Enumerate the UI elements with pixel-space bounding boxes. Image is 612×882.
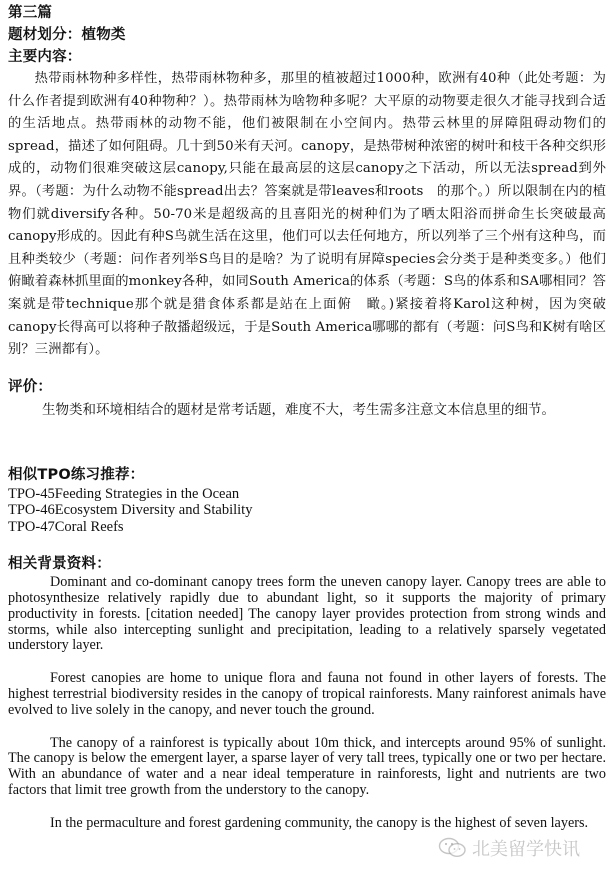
watermark-text: 北美留学快讯 bbox=[472, 839, 580, 860]
tpo-heading: 相似TPO练习推荐： bbox=[8, 466, 145, 483]
tpo-item: TPO-46Ecosystem Diversity and Stability bbox=[8, 502, 253, 519]
tpo-item: TPO-45Feeding Strategies in the Ocean bbox=[8, 485, 240, 502]
background-paragraph: Forest canopies are home to unique flora and fauna not found in other layers of forests. The highest terrestrial biodiversity resides in the canopy of tropical rainforests. Many rainforest animals have evolved to live solely in the canopy, and never touch the ground. bbox=[8, 670, 606, 718]
tpo-list bbox=[8, 486, 606, 536]
document-page bbox=[8, 2, 606, 849]
article-title: 第三篇 bbox=[8, 5, 53, 21]
background-paragraph: The canopy of a rainforest is typically about 10m thick, and intercepts around 95% of sunlight. The canopy is below the emergent layer, a sparse layer of very tall trees, typically one or two per hectare. With an abundance of water and a near ideal temperature in rainforests, light and nutrients are two factors that limit tree growth from the understory to the canopy. bbox=[8, 734, 606, 798]
main-content-body: 热带雨林物种多样性，热带雨林物种多，那里的植被超过1000种，欧洲有40种（此处考题：为什么作者提到欧洲有40种物种？）。热带雨林为啥物种多呢？大平原的动物要走很久才能寻找到合适的生活地点。热带雨林的动物不能，他们被限制在小空间内。热带云林里的屏障阻碍动物们的spread，描述了如何阻碍。几十到50米有天河。canopy，是热带树种浓密的树叶和枝干各种交织形成的，动物们很难突破这层canopy,只能在最高层的这层canopy之下活动，所以无法spread到外界。（考题：为什么动物不能spread出去？答案就是带leaves和roots 的那个。）所以限制在内的植物们就diversify各种。50-70米是超级高的且喜阳光的树种们为了晒太阳浴而拼命生长突破最高canopy形成的。因此有种S鸟就生活在这里，他们可以去任何地方，所以列举了三个州有这种鸟，而且种类较少（考题：问作者列举S鸟目的是啥？为了说明有屏障species会分类于是种类变多。）他们俯瞰着森林抓里面的monkey各种，如同South America的体系（考题：S鸟的体系和SA哪相同？答案就是带technique那个就是猎食体系都是站在上面俯 瞰。)紧接着将Karol这种树，因为突破canopy长得高可以将种子散播超级远，于是South America哪哪的都有（考题：问S鸟和K树有啥区别？三洲都有）。 bbox=[8, 71, 606, 358]
background-heading: 相关背景资料： bbox=[8, 556, 111, 573]
background-paragraph: In the permaculture and forest gardening community, the canopy is the highest of seven layers. bbox=[50, 814, 589, 831]
background-paragraph: Dominant and co-dominant canopy trees form the uneven canopy layer. Canopy trees are able to photosynthesize relatively rapidly due to abundant light, so it supports the majority of primary productivity in forests. [citation needed] The canopy layer provides protection from strong winds and storms, while also intercepting sunlight and precipitation, leading to a relatively sparsely vegetated understory layer. bbox=[8, 574, 606, 654]
tpo-item: TPO-47Coral Reefs bbox=[8, 518, 124, 535]
main-content-heading: 主要内容： bbox=[8, 49, 82, 65]
category-line: 题材划分：植物类 bbox=[8, 27, 126, 43]
evaluation-body: 生物类和环境相结合的题材是常考话题，难度不大，考生需多注意文本信息里的细节。 bbox=[42, 401, 555, 418]
evaluation-heading: 评价： bbox=[8, 378, 53, 395]
